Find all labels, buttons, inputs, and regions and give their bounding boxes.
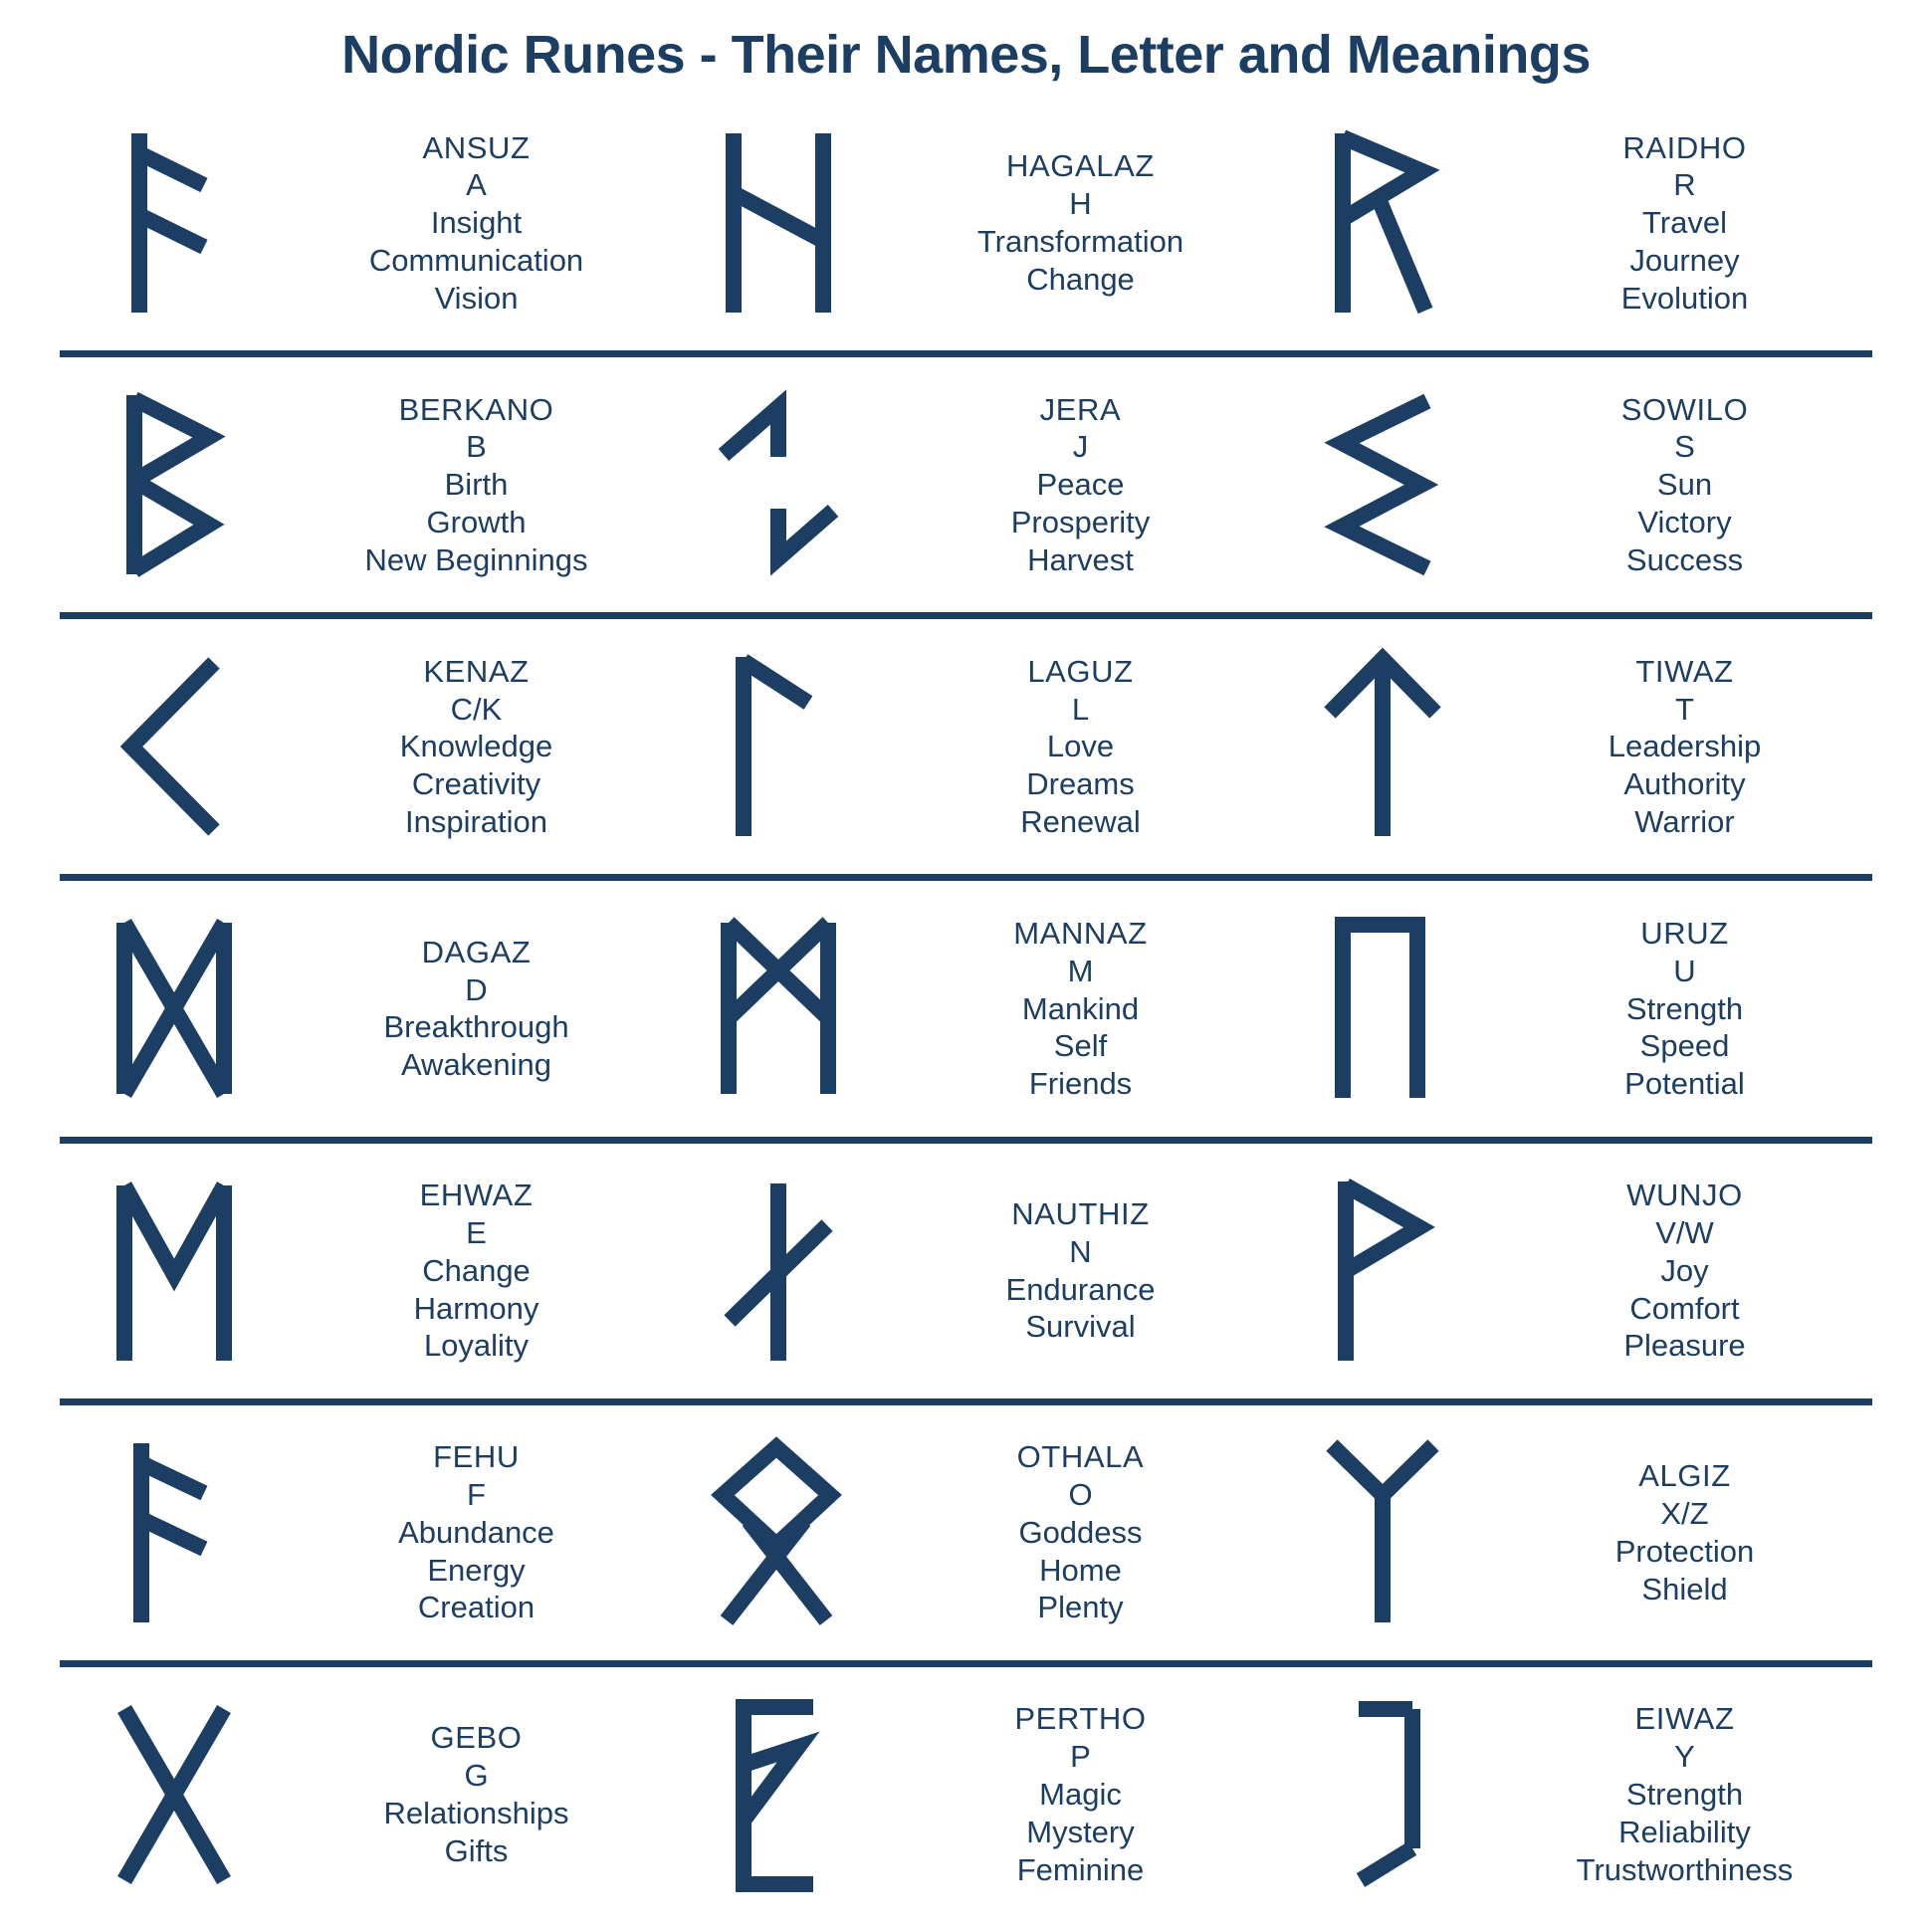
rune-letter: D [465, 971, 488, 1007]
rune-info [289, 1719, 664, 1869]
rune-info [893, 915, 1268, 1103]
rune-ansuz-icon [60, 123, 289, 322]
rune-info [1497, 915, 1872, 1103]
rune-letter: S [1674, 429, 1695, 465]
rune-info [1497, 1700, 1872, 1888]
rune-meaning: New Beginnings [364, 541, 588, 577]
rune-name: FEHU [433, 1439, 520, 1475]
rune-cell [60, 357, 664, 612]
rune-cell [1268, 1144, 1872, 1398]
rune-info [893, 391, 1268, 579]
rune-nauthiz-icon [664, 1172, 893, 1371]
rune-name: URUZ [1640, 915, 1729, 951]
rune-letter: P [1070, 1739, 1091, 1775]
rune-meaning: Growth [426, 505, 527, 540]
rune-row [60, 881, 1872, 1143]
rune-letter: B [466, 429, 487, 465]
rune-cell [1268, 357, 1872, 612]
rune-meaning: Evolution [1620, 280, 1749, 316]
rune-meaning: Joy [1660, 1252, 1709, 1288]
rune-meaning: Knowledge [399, 729, 553, 764]
rune-meaning: Travel [1642, 205, 1727, 241]
rune-meaning: Love [1046, 729, 1115, 764]
rune-cell [1268, 619, 1872, 874]
rune-meaning: Warrior [1634, 804, 1735, 840]
rune-name: EIWAZ [1634, 1701, 1735, 1737]
rune-name: MANNAZ [1013, 915, 1148, 951]
rune-letter: X/Z [1660, 1495, 1709, 1531]
rune-name: DAGAZ [421, 934, 532, 969]
rune-uruz-icon [1268, 909, 1497, 1108]
rune-name: OTHALA [1016, 1439, 1145, 1475]
rune-cell [664, 1667, 1268, 1922]
rune-letter: M [1067, 953, 1094, 988]
rune-row [60, 619, 1872, 881]
rune-meaning: Energy [427, 1552, 526, 1588]
rune-name: JERA [1039, 391, 1122, 427]
rune-meaning: Mankind [1021, 990, 1140, 1026]
rune-info [893, 1195, 1268, 1346]
rune-meaning: Gifts [444, 1832, 509, 1868]
rune-kenaz-icon [60, 647, 289, 846]
rune-name: LAGUZ [1027, 653, 1134, 689]
rune-meaning: Feminine [1016, 1851, 1145, 1887]
rune-cell [1268, 96, 1872, 350]
rune-jera-icon [664, 385, 893, 584]
rune-meaning: Strength [1625, 990, 1744, 1026]
rune-meaning: Speed [1639, 1028, 1730, 1064]
rune-info [289, 129, 664, 318]
rune-algiz-icon [1268, 1433, 1497, 1632]
rune-cell [60, 881, 664, 1136]
rune-meaning: Vision [434, 280, 519, 316]
rune-meaning: Authority [1623, 766, 1746, 802]
rune-letter: V/W [1655, 1214, 1714, 1250]
rune-meaning: Prosperity [1010, 505, 1151, 540]
rune-letter: N [1069, 1233, 1092, 1269]
rune-meaning: Renewal [1020, 804, 1141, 840]
rune-meaning: Communication [368, 242, 584, 278]
rune-name: RAIDHO [1622, 129, 1747, 165]
rune-cell [60, 1144, 664, 1398]
rune-meaning: Inspiration [404, 804, 548, 840]
rune-wunjo-icon [1268, 1172, 1497, 1371]
rune-letter: A [466, 167, 487, 203]
rune-row [60, 1667, 1872, 1922]
rune-row [60, 1144, 1872, 1405]
rune-meaning: Journey [1629, 242, 1740, 278]
rune-meaning: Pleasure [1623, 1328, 1746, 1364]
rune-laguz-icon [664, 647, 893, 846]
rune-name: BERKANO [398, 391, 554, 427]
rune-cell [60, 1405, 664, 1660]
rune-meaning: Self [1053, 1028, 1108, 1064]
rune-cell [1268, 1405, 1872, 1660]
rune-row [60, 96, 1872, 357]
rune-meaning: Insight [430, 205, 523, 241]
rune-meaning: Comfort [1629, 1290, 1740, 1326]
rune-meaning: Potential [1624, 1066, 1745, 1102]
rune-cell [1268, 1667, 1872, 1922]
rune-cell [60, 1667, 664, 1922]
rune-cell [664, 96, 1268, 350]
rune-row [60, 1405, 1872, 1667]
rune-meaning: Creativity [411, 766, 541, 802]
rune-meaning: Mystery [1026, 1814, 1135, 1849]
rune-eiwaz-icon [1268, 1695, 1497, 1894]
rune-letter: R [1673, 167, 1696, 203]
rune-name: ANSUZ [422, 129, 531, 165]
rune-meaning: Peace [1036, 467, 1125, 503]
rune-letter: L [1071, 691, 1090, 727]
rune-meaning: Harmony [413, 1290, 539, 1326]
rune-meaning: Success [1625, 541, 1744, 577]
rune-name: GEBO [430, 1720, 523, 1756]
rune-meaning: Change [422, 1252, 531, 1288]
rune-meaning: Goddess [1018, 1514, 1143, 1550]
rune-info [1497, 391, 1872, 579]
rune-info [289, 653, 664, 841]
rune-cell [664, 1144, 1268, 1398]
page-title: Nordic Runes - Their Names, Letter and Meanings [341, 25, 1591, 85]
rune-meaning: Reliability [1618, 1814, 1751, 1849]
rune-cell [664, 881, 1268, 1136]
rune-letter: T [1675, 691, 1694, 727]
rune-gebo-icon [60, 1695, 289, 1894]
rune-name: KENAZ [423, 653, 530, 689]
rune-meaning: Shield [1641, 1571, 1728, 1607]
rune-letter: J [1072, 429, 1089, 465]
rune-info [289, 391, 664, 579]
rune-letter: U [1673, 953, 1696, 988]
rune-othala-icon [664, 1433, 893, 1632]
rune-tiwaz-icon [1268, 647, 1497, 846]
rune-meaning: Survival [1025, 1309, 1136, 1345]
rune-info [1497, 1177, 1872, 1365]
rune-pertho-icon [664, 1695, 893, 1894]
rune-rows [60, 96, 1872, 1922]
rune-cell [664, 619, 1268, 874]
rune-info [893, 1700, 1268, 1888]
rune-meaning: Transformation [976, 224, 1184, 260]
rune-meaning: Loyality [423, 1328, 530, 1364]
rune-fehu-icon [60, 1433, 289, 1632]
rune-meaning: Victory [1637, 505, 1732, 540]
rune-cell [60, 619, 664, 874]
rune-cell [60, 96, 664, 350]
rune-meaning: Leadership [1608, 729, 1762, 764]
rune-name: PERTHO [1014, 1701, 1147, 1737]
rune-letter: H [1069, 186, 1092, 222]
rune-meaning: Creation [417, 1590, 536, 1625]
rune-info [1497, 653, 1872, 841]
rune-letter: F [467, 1477, 486, 1513]
rune-name: TIWAZ [1635, 653, 1734, 689]
rune-letter: G [464, 1758, 489, 1794]
rune-meaning: Protection [1614, 1533, 1755, 1569]
rune-name: ALGIZ [1638, 1458, 1731, 1494]
rune-cell [664, 1405, 1268, 1660]
rune-meaning: Sun [1656, 467, 1713, 503]
rune-letter: C/K [450, 691, 503, 727]
rune-raidho-icon [1268, 123, 1497, 322]
rune-meaning: Harvest [1027, 541, 1134, 577]
rune-name: EHWAZ [419, 1178, 534, 1213]
rune-letter: O [1068, 1477, 1093, 1513]
rune-info [893, 653, 1268, 841]
rune-name: NAUTHIZ [1011, 1196, 1150, 1231]
rune-meaning: Relationships [383, 1795, 569, 1830]
rune-letter: Y [1674, 1739, 1695, 1775]
rune-berkano-icon [60, 385, 289, 584]
rune-info [893, 147, 1268, 298]
rune-info [289, 934, 664, 1084]
rune-sowilo-icon [1268, 385, 1497, 584]
rune-name: SOWILO [1620, 391, 1749, 427]
rune-meaning: Home [1039, 1552, 1122, 1588]
rune-meaning: Breakthrough [383, 1009, 569, 1045]
rune-mannaz-icon [664, 909, 893, 1108]
rune-name: HAGALAZ [1006, 148, 1155, 184]
rune-meaning: Magic [1039, 1777, 1122, 1812]
rune-meaning: Change [1026, 261, 1135, 297]
rune-meaning: Dreams [1026, 766, 1135, 802]
rune-meaning: Abundance [398, 1514, 554, 1550]
rune-hagalaz-icon [664, 123, 893, 322]
rune-cell [1268, 881, 1872, 1136]
rune-cell [664, 357, 1268, 612]
rune-info [289, 1177, 664, 1365]
rune-letter: E [466, 1214, 487, 1250]
rune-dagaz-icon [60, 909, 289, 1108]
rune-info [893, 1438, 1268, 1626]
rune-meaning: Awakening [400, 1047, 552, 1083]
rune-ehwaz-icon [60, 1172, 289, 1371]
rune-info [289, 1438, 664, 1626]
rune-meaning: Friends [1028, 1066, 1133, 1102]
rune-meaning: Trustworthiness [1576, 1851, 1794, 1887]
rune-row [60, 357, 1872, 619]
rune-meaning: Endurance [1005, 1271, 1156, 1307]
rune-info [1497, 129, 1872, 318]
rune-meaning: Plenty [1037, 1590, 1124, 1625]
rune-info [1497, 1457, 1872, 1608]
rune-meaning: Birth [444, 467, 509, 503]
rune-name: WUNJO [1626, 1178, 1743, 1213]
rune-meaning: Strength [1625, 1777, 1744, 1812]
